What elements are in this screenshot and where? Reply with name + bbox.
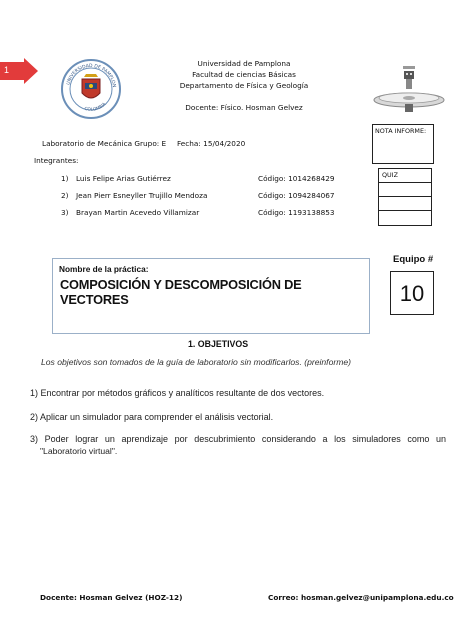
practice-name-box [52, 258, 370, 334]
objetivos-note: Los objetivos son tomados de la guía de laboratorio sin modificarlos. (preinforme) [41, 357, 352, 367]
lab-group-line: Laboratorio de Mecánica Grupo: E [42, 139, 167, 148]
nota-informe-label: NOTA INFORME: [375, 127, 427, 135]
member-name: Jean Pierr Esneyller Trujillo Mendoza [76, 191, 208, 200]
objective-item: 1) Encontrar por métodos gráficos y analíticos resultante de dos vectores. [30, 388, 325, 398]
footer-docente: Docente: Hosman Gelvez (HOZ-12) [40, 593, 183, 602]
apparatus-picture [372, 66, 446, 118]
nota-informe-box [372, 124, 434, 164]
objective-item: 2) Aplicar un simulador para comprender el análisis vectorial. [30, 412, 274, 422]
lab-date: Fecha: 15/04/2020 [177, 139, 246, 148]
member-number: 1) [61, 174, 69, 183]
practice-label: Nombre de la práctica: [59, 264, 149, 274]
practice-title: COMPOSICIÓN Y DESCOMPOSICIÓN DE VECTORES [60, 277, 302, 307]
header-docente: Docente: Físico. Hosman Gelvez [185, 103, 303, 112]
page-marker-number: 1 [4, 65, 10, 75]
member-number: 2) [61, 191, 69, 200]
member-code: Código: 1193138853 [258, 208, 335, 217]
equipo-label: Equipo # [393, 254, 434, 265]
objetivos-heading: 1. OBJETIVOS [188, 339, 249, 349]
quiz-label: QUIZ [382, 171, 398, 179]
page-marker-arrow [0, 58, 40, 84]
member-code: Código: 1094284067 [258, 191, 335, 200]
member-name: Luis Felipe Arias Gutiérrez [76, 174, 171, 183]
faculty-name: Facultad de ciencias Básicas [192, 70, 296, 79]
equipo-box [390, 271, 434, 315]
objective-item-continuation: "Laboratorio virtual". [40, 446, 118, 456]
equipo-number: 10 [399, 281, 425, 306]
quiz-box [378, 168, 432, 226]
footer-email: Correo: hosman.gelvez@unipamplona.edu.co [268, 593, 454, 602]
svg-text:COLOMBIA: COLOMBIA [83, 101, 108, 113]
integrantes-label: Integrantes: [34, 156, 79, 165]
university-name: Universidad de Pamplona [197, 59, 291, 68]
objective-item: 3) Poder lograr un aprendizaje por descubrimiento considerando a los simuladores como un [30, 434, 446, 444]
member-name: Brayan Martin Acevedo Villamizar [76, 208, 200, 217]
member-code: Código: 1014268429 [258, 174, 335, 183]
department-name: Departamento de Física y Geología [179, 81, 309, 90]
svg-text:UNIVERSIDAD DE PAMPLONA: UNIVERSIDAD DE PAMPLON [66, 63, 116, 88]
member-number: 3) [61, 208, 69, 217]
university-seal-logo [60, 57, 122, 121]
